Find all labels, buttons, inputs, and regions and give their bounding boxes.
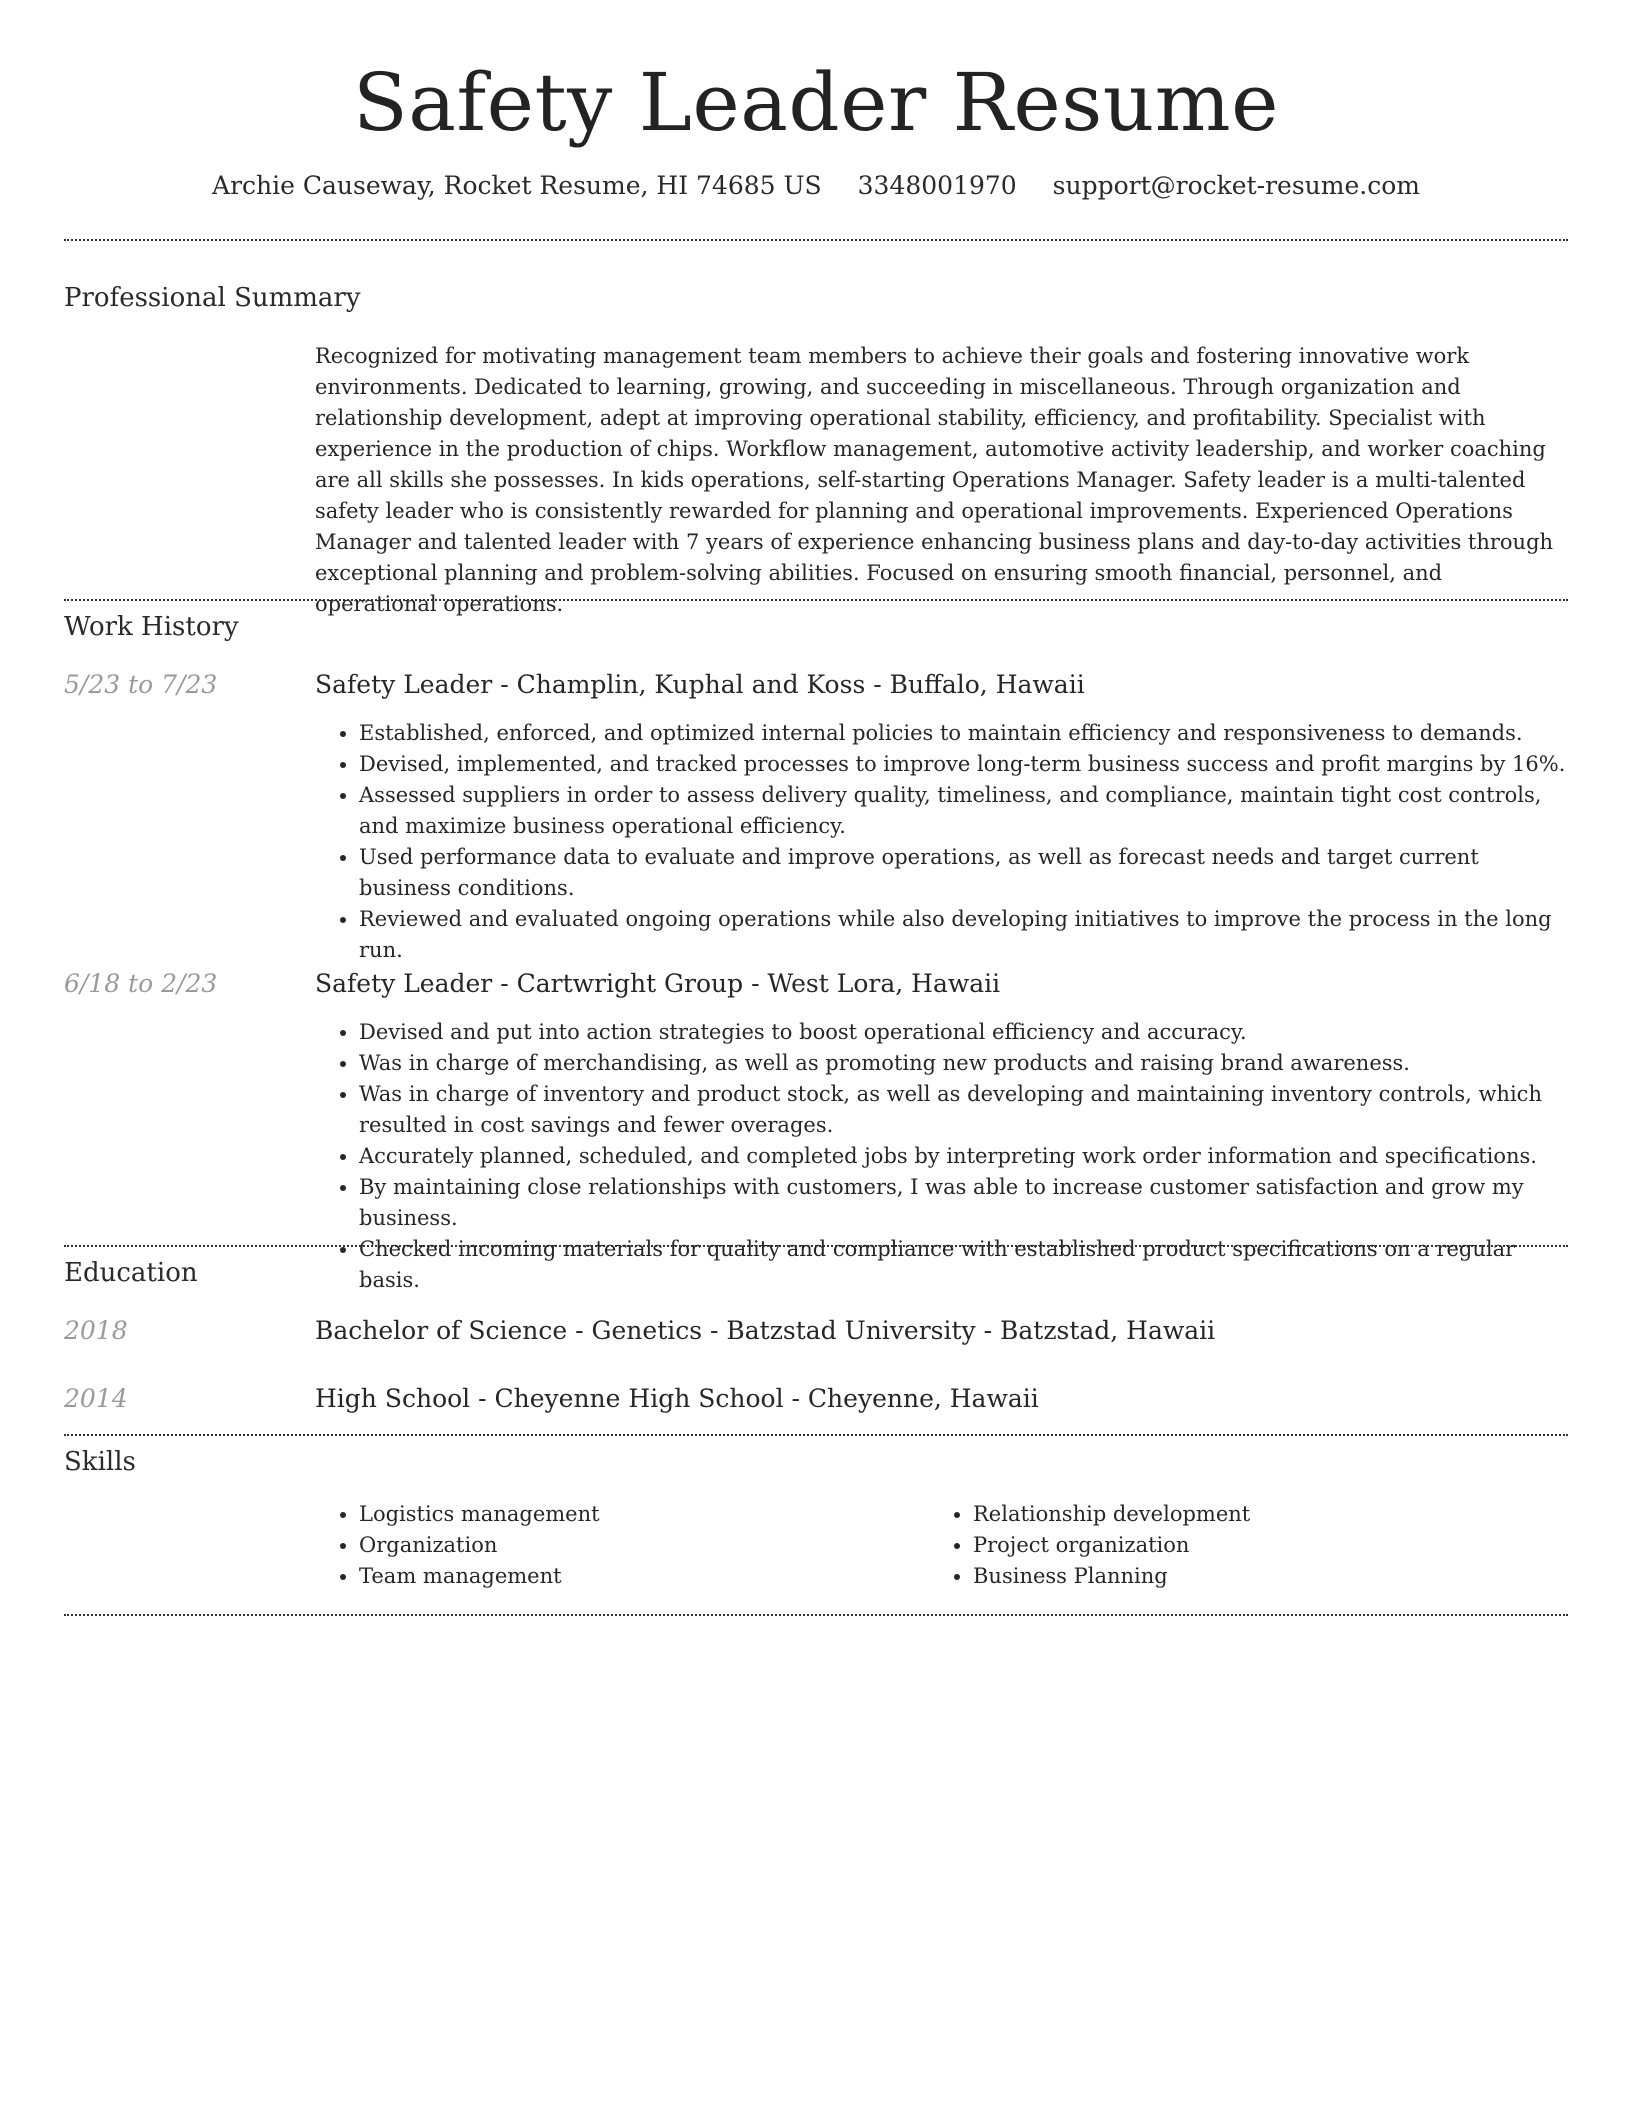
contact-address: Archie Causeway, Rocket Resume, HI 74685 US (212, 171, 822, 200)
section-heading-education: Education (64, 1258, 198, 1288)
job-bullet: • Established, enforced, and optimized internal policies to maintain efficiency and responsiveness to demands. (359, 718, 1570, 749)
job-dates: 6/18 to 2/23 (64, 969, 218, 998)
divider (64, 1245, 1568, 1247)
job-bullets (315, 1017, 1570, 1296)
resume-title: Safety Leader Resume (353, 56, 1279, 149)
divider (64, 1434, 1568, 1436)
job-bullet: • Reviewed and evaluated ongoing operations while also developing initiatives to improve the process in the long run. (359, 904, 1570, 966)
section-heading-work-history: Work History (64, 612, 239, 642)
contact-phone: 3348001970 (857, 171, 1017, 200)
section-heading-summary: Professional Summary (64, 283, 361, 313)
skill-item: • Logistics management (359, 1499, 915, 1530)
education-degree: High School - Cheyenne High School - Cheyenne, Hawaii (315, 1384, 1039, 1413)
education-year: 2018 (64, 1316, 128, 1345)
job-bullet: • Was in charge of merchandising, as well as promoting new products and raising brand awareness. (359, 1048, 1570, 1079)
job-bullet: • Was in charge of inventory and product stock, as well as developing and maintaining inventory controls, which resulted in cost savings and fewer overages. (359, 1079, 1570, 1141)
job-title: Safety Leader - Cartwright Group - West Lora, Hawaii (315, 969, 1001, 998)
divider (64, 1614, 1568, 1616)
divider (64, 599, 1568, 601)
skills-list-right (929, 1499, 1529, 1592)
skill-item: • Team management (359, 1561, 915, 1592)
education-degree: Bachelor of Science - Genetics - Batzstad University - Batzstad, Hawaii (315, 1316, 1216, 1345)
skill-item: • Project organization (973, 1530, 1529, 1561)
job-bullet: • Devised, implemented, and tracked processes to improve long-term business success and profit margins by 16%. (359, 749, 1570, 780)
summary-text: Recognized for motivating management team members to achieve their goals and fostering innovative work environments. Dedicated to learning, growing, and succeeding in miscellaneous. Through organization and relationship development, adept at improving operational stability, efficiency, and profitability. Specialist with experience in the production of chips. Workflow management, automotive activity leadership, and worker coaching are all skills she possesses. In kids operations, self-starting Operations Manager. Safety leader is a multi-talented safety leader who is consistently rewarded for planning and operational improvements. Experienced Operations Manager and talented leader with 7 years of experience enhancing business plans and day-to-day activities through exceptional planning and problem-solving abilities. Focused on ensuring smooth financial, personnel, and operational operations. (315, 344, 1554, 616)
contact-email: support@rocket-resume.com (1052, 171, 1420, 200)
skill-item: • Business Planning (973, 1561, 1529, 1592)
skill-item: • Relationship development (973, 1499, 1529, 1530)
job-bullet: • Used performance data to evaluate and improve operations, as well as forecast needs and target current business conditions. (359, 842, 1570, 904)
job-bullet: • Accurately planned, scheduled, and completed jobs by interpreting work order information and specifications. (359, 1141, 1570, 1172)
job-bullet: • By maintaining close relationships with customers, I was able to increase customer satisfaction and grow my business. (359, 1172, 1570, 1234)
skill-item: • Organization (359, 1530, 915, 1561)
job-title: Safety Leader - Champlin, Kuphal and Koss - Buffalo, Hawaii (315, 670, 1085, 699)
education-year: 2014 (64, 1384, 128, 1413)
job-dates: 5/23 to 7/23 (64, 670, 218, 699)
job-bullet: • Assessed suppliers in order to assess delivery quality, timeliness, and compliance, maintain tight cost controls, and maximize business operational efficiency. (359, 780, 1570, 842)
job-bullets (315, 718, 1570, 966)
skills-list-left (315, 1499, 915, 1592)
contact-line (0, 168, 1632, 204)
job-bullet: • Devised and put into action strategies to boost operational efficiency and accuracy. (359, 1017, 1570, 1048)
divider (64, 239, 1568, 241)
section-heading-skills: Skills (64, 1447, 136, 1477)
job-bullet: • Checked incoming materials for quality and compliance with established product specifications on a regular basis. (359, 1234, 1570, 1296)
